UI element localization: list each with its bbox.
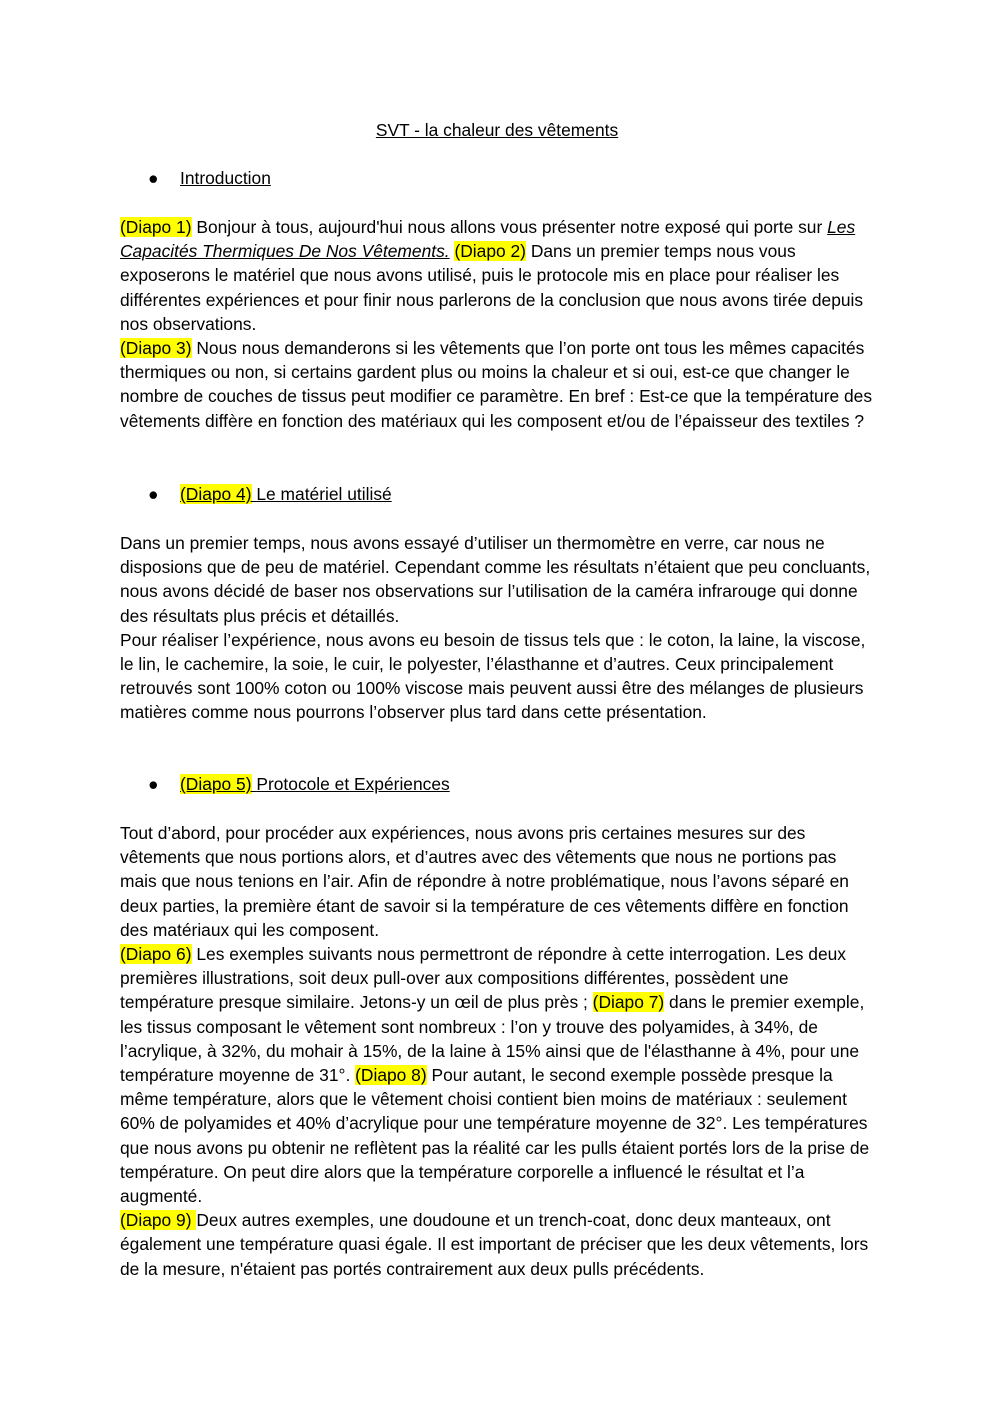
presentation-title: Les Capacités Thermiques De Nos Vêtements. (120, 217, 856, 262)
diapo-2-tag: (Diapo 2) (454, 241, 526, 262)
protocol-paragraph: Tout d’abord, pour procéder aux expériences, nous avons pris certaines mesures sur des vêtements que nous portions alors, et d’autres avec des vêtements que nous ne portions pas mais que nous tenions en l’air. Afin de répondre à notre problématique, nous l’avons séparé en deux parties, la première étant de savoir si la température de ces vêtements diffère en fonction des matériaux qui les composent. (Diapo 6) Les exemples suivants nous permettront de répondre à cette interrogation. Les deux premières illustrations, soit deux pull-over aux compositions différentes, possèdent une température presque similaire. Jetons-y un œil de plus près ; (Diapo 7) dans le premier exemple, les tissus composant le vêtement sont nombreux : l’on y trouve des polyamides, à 34%, de l’acrylique, à 32%, du mohair à 15%, de la laine à 15% ainsi que de l'élasthanne à 4%, pour une température moyenne de 31°. (Diapo 8) Pour autant, le second exemple possède presque la même température, alors que le vêtement choisi contient bien moins de matériaux : seulement 60% de polyamides et 40% d’acrylique pour une température moyenne de 32°. Les températures que nous avons pu obtenir ne reflètent pas la réalité car les pulls étaient portés lors de la prise de température. On peut dire alors que la température corporelle a influencé le résultat et l’a augmenté. (Diapo 9) Deux autres exemples, une doudoune et un trench-coat, donc deux manteaux, ont également une température quasi égale. Il est important de préciser que les deux vêtements, lors de la mesure, n'étaient pas portés contrairement aux deux pulls précédents. (120, 823, 870, 1279)
material-paragraph: Dans un premier temps, nous avons essayé d’utiliser un thermomètre en verre, car nous ne disposions que de peu de matériel. Cependant comme les résultats n’étaient que peu concluants, nous avons décidé de baser nos observations sur l’utilisation de la caméra infrarouge qui donne des résultats plus précis et détaillés. Pour réaliser l’expérience, nous avons eu besoin de tissus tels que : le coton, la laine, la viscose, le lin, le cachemire, la soie, le cuir, le polyester, l’élasthanne et d’autres. Ceux principalement retrouvés sont 100% coton ou 100% viscose mais peuvent aussi être des mélanges de plusieurs matières comme nous pourrons l’observer plus tard dans cette présentation. (120, 533, 871, 723)
section-heading-label: Protocole et Expériences (256, 774, 450, 794)
section-heading-protocol (148, 772, 450, 796)
section-heading-label: Le matériel utilisé (256, 484, 392, 504)
page-title: SVT - la chaleur des vêtements (375, 120, 619, 140)
diapo-3-tag: (Diapo 3) (120, 338, 192, 359)
section-heading-material (148, 482, 392, 506)
diapo-9-tag: (Diapo 9) (120, 1210, 197, 1231)
diapo-7-tag: (Diapo 7) (592, 992, 665, 1013)
intro-paragraph-1: (Diapo 1) Bonjour à tous, aujourd'hui nous allons vous présenter notre exposé qui porte sur Les Capacités Thermiques De Nos Vêtements. (Diapo 2) Dans un premier temps nous vous exposerons le matériel que nous avons utilisé, puis le protocole mis en place pour réaliser les différentes expériences et pour finir nous parlerons de la conclusion que nous avons tirée depuis nos observations. (Diapo 3) Nous nous demanderons si les vêtements que l’on porte ont tous les mêmes capacités thermiques ou non, si certains gardent plus ou moins la chaleur et si oui, est-ce que changer le nombre de couches de tissus peut modifier ce paramètre. En bref : Est-ce que la température des vêtements diffère en fonction des matériaux qui les composent et/ou de l’épaisseur des textiles ? (120, 217, 873, 431)
diapo-6-tag: (Diapo 6) (120, 944, 192, 965)
bullet-icon: ● (148, 774, 159, 794)
diapo-4-tag: (Diapo 4) (180, 484, 252, 504)
section-heading-introduction (148, 166, 271, 190)
diapo-5-tag: (Diapo 5) (180, 774, 252, 794)
diapo-8-tag: (Diapo 8) (355, 1065, 427, 1086)
section-heading-label: Introduction (180, 168, 271, 188)
diapo-1-tag: (Diapo 1) (120, 217, 192, 237)
bullet-icon: ● (148, 168, 159, 188)
bullet-icon: ● (148, 484, 159, 504)
